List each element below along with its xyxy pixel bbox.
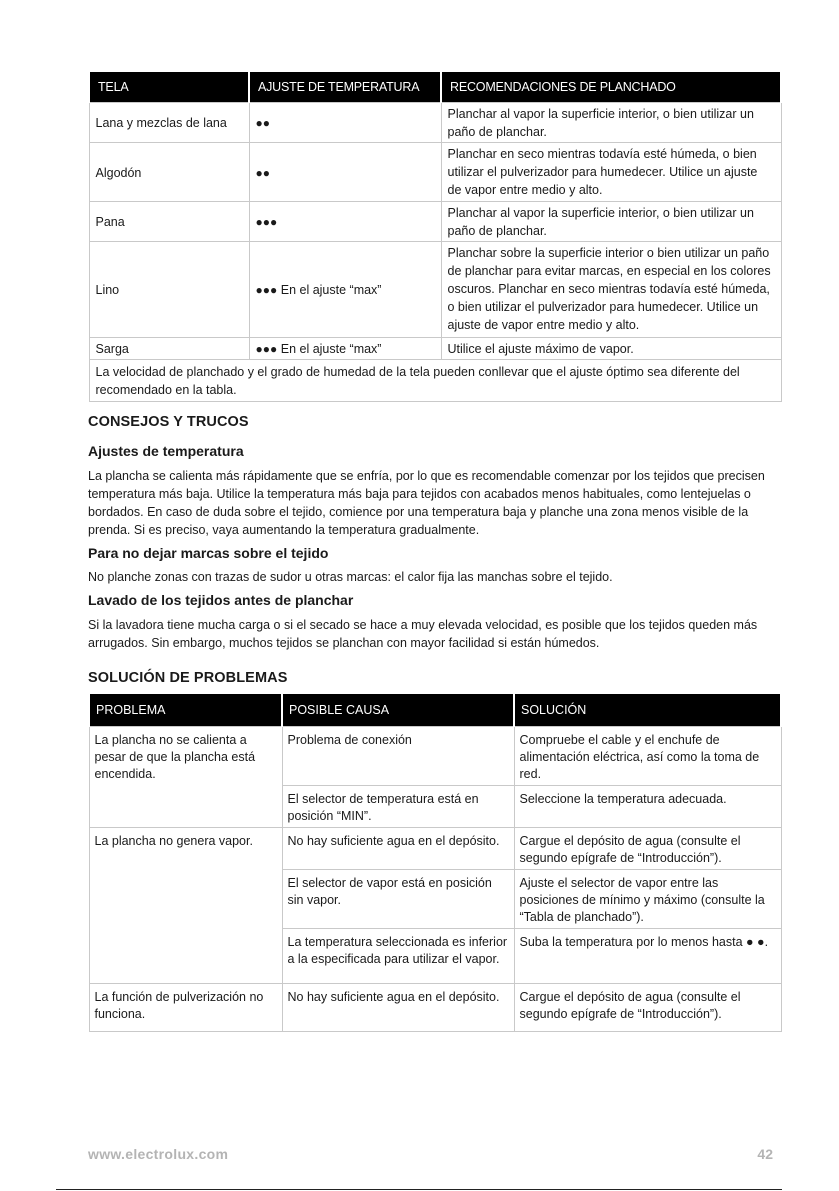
solution-cell: Cargue el depósito de agua (consulte el segundo epígrafe de “Introducción”). (514, 828, 781, 870)
recommendation-cell: Planchar sobre la superficie interior o bien utilizar un paño de planchar para evitar marcas, en especial en los colores oscuros. Planchar en seco mientras todavía esté húmeda, o bien utilizar el pulverizador para humedecer. Utilice un ajuste de vapor entre medio y alto. (441, 242, 781, 338)
table-note: La velocidad de planchado y el grado de humedad de la tela pueden conllevar que el ajuste óptimo sea diferente del recomendado en la tabla. (89, 360, 781, 402)
temperature-cell (249, 202, 441, 242)
temperature-cell (249, 338, 441, 360)
tips-heading-washing: Lavado de los tejidos antes de planchar (88, 592, 354, 608)
temperature-cell (249, 103, 441, 143)
cause-cell: El selector de temperatura está en posición “MIN”. (282, 786, 514, 828)
troubleshooting-title: SOLUCIÓN DE PROBLEMAS (88, 670, 288, 686)
tips-title: CONSEJOS Y TRUCOS (88, 414, 249, 430)
header-cause: POSIBLE CAUSA (282, 694, 514, 727)
cause-cell: Problema de conexión (282, 727, 514, 786)
footer-divider (56, 1189, 782, 1190)
table-row (89, 727, 781, 786)
fabric-cell: Algodón (89, 143, 249, 202)
table-row (89, 242, 781, 338)
table-row (89, 828, 781, 870)
tips-text-marks: No planche zonas con trazas de sudor u otras marcas: el calor fija las manchas sobre el tejido. (88, 570, 613, 584)
table-row (89, 338, 781, 360)
table-note-row (89, 360, 781, 402)
fabric-cell: Lana y mezclas de lana (89, 103, 249, 143)
header-fabric: TELA (89, 72, 249, 103)
page-number: 42 (757, 1146, 773, 1162)
troubleshooting-table-header (89, 694, 781, 727)
tips-text-washing: Si la lavadora tiene mucha carga o si el secado se hace a muy elevada velocidad, es posible que los tejidos queden más arrugados. Sin embargo, muchos tejidos se planchan con mayor facilidad si están húmedos. (88, 618, 758, 650)
temperature-dots: ●●● (255, 215, 278, 229)
fabric-cell: Pana (89, 202, 249, 242)
footer-url: www.electrolux.com (88, 1146, 229, 1162)
recommendation-cell: Planchar al vapor la superficie interior, o bien utilizar un paño de planchar. (441, 103, 781, 143)
header-solution: SOLUCIÓN (514, 694, 781, 727)
header-problem: PROBLEMA (89, 694, 282, 727)
solution-cell: Suba la temperatura por lo menos hasta ● ●. (514, 929, 781, 984)
header-temperature: AJUSTE DE TEMPERATURA (249, 72, 441, 103)
header-recommendations: RECOMENDACIONES DE PLANCHADO (441, 72, 781, 103)
fabric-cell: Sarga (89, 338, 249, 360)
ironing-table-header (89, 72, 781, 103)
problem-cell: La función de pulverización no funciona. (89, 984, 282, 1032)
temperature-cell (249, 242, 441, 338)
temperature-dots: ●● (255, 165, 270, 180)
cause-cell: El selector de vapor está en posición sin vapor. (282, 870, 514, 929)
recommendation-cell: Planchar en seco mientras todavía esté húmeda, o bien utilizar el pulverizador para humedecer. Utilice un ajuste de vapor entre medio y alto. (441, 143, 781, 202)
table-row (89, 202, 781, 242)
fabric-cell: Lino (89, 242, 249, 338)
temperature-dots: ●●● (255, 342, 278, 356)
solution-cell: Compruebe el cable y el enchufe de alimentación eléctrica, así como la toma de red. (514, 727, 781, 786)
tips-text-temperature: La plancha se calienta más rápidamente que se enfría, por lo que es recomendable comenzar por los tejidos que precisen temperatura más baja. Utilice la temperatura más baja para tejidos con acabados menos habituales, como lentejuelas o bordados. En caso de duda sobre el tejido, comience por una temperatura baja y planche una zona menos visible de la prenda. Si es preciso, vaya aumentando la temperatura gradualmente. (88, 469, 765, 537)
temperature-setting-text: En el ajuste “max” (280, 283, 382, 297)
cause-cell: No hay suficiente agua en el depósito. (282, 984, 514, 1032)
cause-cell: La temperatura seleccionada es inferior a la especificada para utilizar el vapor. (282, 929, 514, 984)
recommendation-cell: Planchar al vapor la superficie interior, o bien utilizar un paño de planchar. (441, 202, 781, 242)
solution-cell: Seleccione la temperatura adecuada. (514, 786, 781, 828)
recommendation-cell: Utilice el ajuste máximo de vapor. (441, 338, 781, 360)
table-row (89, 984, 781, 1032)
problem-cell: La plancha no genera vapor. (89, 828, 282, 984)
temperature-dots: ●●● (255, 283, 278, 297)
tips-heading-temperature: Ajustes de temperatura (88, 443, 244, 459)
solution-cell: Ajuste el selector de vapor entre las posiciones de mínimo y máximo (consulte la “Tabla de planchado”). (514, 870, 781, 929)
cause-cell: No hay suficiente agua en el depósito. (282, 828, 514, 870)
problem-cell: La plancha no se calienta a pesar de que la plancha está encendida. (89, 727, 282, 828)
table-row (89, 103, 781, 143)
tips-heading-marks: Para no dejar marcas sobre el tejido (88, 545, 329, 561)
temperature-dots: ●● (255, 116, 270, 130)
solution-cell: Cargue el depósito de agua (consulte el segundo epígrafe de “Introducción”). (514, 984, 781, 1032)
ironing-table (88, 72, 782, 402)
troubleshooting-table (88, 694, 782, 1032)
temperature-cell (249, 143, 441, 202)
table-row (89, 143, 781, 202)
temperature-setting-text: En el ajuste “max” (280, 342, 382, 356)
